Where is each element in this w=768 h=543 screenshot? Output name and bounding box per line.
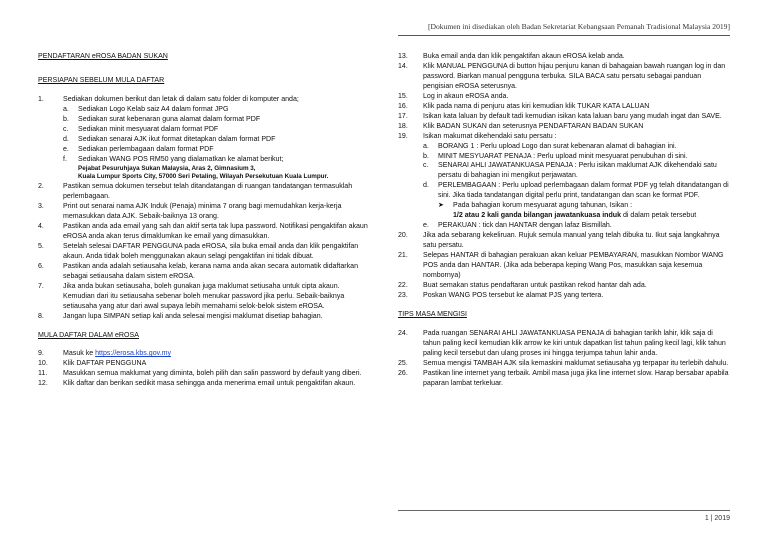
list-item: 13. Buka email anda dan klik pengaktifan akaun eROSA kelab anda. xyxy=(398,53,625,60)
erosa-website-link[interactable]: https://erosa.kbs.gov.my xyxy=(95,350,171,358)
sub-item: a. Sediakan Logo Kelab saiz A4 dalam format JPG xyxy=(63,105,229,113)
list-item: 11. Masukkan semua maklumat yang diminta, boleh pilih dan salin password by default yang diberi. xyxy=(38,370,362,378)
korum-note: 1/2 atau 2 kali ganda bilangan jawatankuasa induk di dalam petak tersebut xyxy=(453,212,697,220)
list-item: 6. Pastikan anda adalah setiausaha kelab, kerana nama anda akan secara automatik didaftarkan sebagai setiausaha dalam sistem eROSA. xyxy=(38,262,358,280)
list-item: 21. Selepas HANTAR di bahagian perakuan akan keluar PEMBAYARAN, masukkan Nombor WANG POS anda dan HANTAR. (Jika ada beberapa keping Wang Pos, masukkan saja kesemua nombornya) xyxy=(398,252,724,279)
postal-address-line: Kuala Lumpur Sports City, 57000 Seri Petaling, Wilayah Persekutuan Kuala Lumpur. xyxy=(78,173,329,181)
sub-item: b. Sediakan surat kebenaran guna alamat dalam format PDF xyxy=(63,115,261,123)
list-item: 14. Klik MANUAL PENGGUNA di button hijau penjuru kanan di bahagaian bawah ruangan log in dan password. Biarkan manual pengguna terbuka. SILA BACA satu persatu sebagai panduan pengisian eROSA seterusnya. xyxy=(398,62,726,90)
item-number: 1. xyxy=(38,95,44,103)
right-column xyxy=(398,52,731,389)
sub-item: c. Sediakan minit mesyuarat dalam format PDF xyxy=(63,125,219,133)
sub-item: c. SENARAI AHLI JAWATANKUASA PENAJA : Perlu isikan maklumat AJK dikehendaki satu persatu di bahagian ini mengikut perjawatan. xyxy=(423,162,717,180)
list-item: 22. Buat semakan status pendaftaran untuk pastikan rekod hantar dah ada. xyxy=(398,281,647,289)
sub-item: e. PERAKUAN : tick dan HANTAR dengan lafaz Bismillah. xyxy=(423,222,612,230)
document-header-note: [Dokumen ini disediakan oleh Badan Sekretariat Kebangsaan Pemanah Tradisional Malaysia 2019] xyxy=(428,22,730,31)
list-item: 25. Semua mengisi TAMBAH AJK sila kemaskini maklumat setiausaha yg terpapar itu terlebih dahulu. xyxy=(398,359,729,367)
postal-address-line: Pejabat Pesuruhjaya Sukan Malaysia, Aras 2, Gimnasium 3, xyxy=(78,164,256,172)
list-item: 10. Klik DAFTAR PENGGUNA xyxy=(38,360,147,368)
page-number: 1 | 2019 xyxy=(704,515,730,522)
list-item: 2. Pastikan semua dokumen tersebut telah ditandatangan di ruangan tandatangan termasuklah perlembagaan. xyxy=(38,183,353,201)
item-text: Sediakan dokumen berikut dan letak di dalam satu folder di komputer anda; xyxy=(63,95,299,103)
section-heading-registration: MULA DAFTAR DALAM eROSA xyxy=(38,331,139,339)
sub-item: d. Sediakan senarai AJK ikut format ditetapkan dalam format PDF xyxy=(63,135,276,143)
list-item: 18. Klik BADAN SUKAN dan seterusnya PENDAFTARAN BADAN SUKAN xyxy=(398,122,644,130)
list-item: 3. Print out senarai nama AJK Induk (Penaja) minima 7 orang bagi memudahkan kerja-kerja memasukkan data AJK. Sebaik-baiknya 13 orang. xyxy=(38,203,342,221)
document-title: PENDAFTARAN eROSA BADAN SUKAN xyxy=(38,53,168,60)
list-item: 15. Log in akaun eROSA anda. xyxy=(398,92,509,100)
footer-divider xyxy=(398,510,730,511)
list-item: 17. Isikan kata laluan by default tadi kemudian isikan kata laluan baru yang mudah ingat dan SAVE. xyxy=(398,112,722,120)
list-item: 5. Setelah selesai DAFTAR PENGGUNA pada eROSA, sila buka email anda dan klik pengaktifan akaun. Anda tidak boleh menggunakan akaun selagi pengaktifan ini tidak dibuat. xyxy=(38,242,359,260)
list-item: 20. Jika ada sebarang kekeliruan. Rujuk semula manual yang telah dibuka tu. Ikut saja langkahnya satu persatu. xyxy=(398,232,720,250)
section-heading-tips: TIPS MASA MENGISI xyxy=(398,310,467,318)
arrow-bullet-icon: ➤ xyxy=(438,202,444,210)
sub-item: f. Sediakan WANG POS RM50 yang dialamatkan ke alamat berikut; xyxy=(63,155,284,163)
list-item: 8. Jangan lupa SIMPAN setiap kali anda selesai mengisi maklumat disetiap bahagian. xyxy=(38,312,323,320)
sub-item: b. MINIT MESYUARAT PENAJA : Perlu upload minit mesyuarat penubuhan di sini. xyxy=(423,152,688,160)
list-item xyxy=(38,95,371,182)
sub-item: e. Sediakan perlembagaan dalam format PDF xyxy=(63,145,214,153)
arrow-bullet-item: ➤ Pada bahagian korum mesyuarat agung tahunan, Isikan : xyxy=(438,202,633,210)
sub-item: a. BORANG 1 : Perlu upload Logo dan surat kebenaran alamat di bahagian ini. xyxy=(423,142,677,150)
list-item: 12. Klik daftar dan berikan sedikit masa sehingga anda menerima email untuk pengaktifan akaun. xyxy=(38,380,356,388)
sub-item: d. PERLEMBAGAAN : Perlu upload perlembagaan dalam format PDF yg telah ditandatangan di sini. Jika tiada tandatangan digital perlu print, tandatangan dan scan ke format PDF. xyxy=(423,182,729,200)
list-item: 9. Masuk ke https://erosa.kbs.gov.my xyxy=(38,350,171,358)
left-column xyxy=(38,52,371,389)
list-item: 26. Pastikan line internet yang terbaik. Ambil masa juga jika line internet slow. Harap bersabar apabila paparan lambat terkeluar. xyxy=(398,369,729,387)
list-item: 24. Pada ruangan SENARAI AHLI JAWATANKUASA PENAJA di bahagian tarikh lahir, klik saja di tahun paling kecil kemudian klik arrow ke kiri untuk dapatkan list tahun paling kecil lagi, klik tahun paling kecil tersebut dan ulang proses ini hingga terjumpa tahun lahir anda. xyxy=(398,329,726,357)
list-item: 19. Isikan makumat dikehendaki satu persatu : a. BORANG 1 : Perlu upload Logo dan surat kebenaran alamat di bahagian ini. b. MINIT MESYUARAT PENAJA : Perlu upload minit mesyuarat penubuhan di sini. c. SENARAI AHLI JAWATANKUASA PENAJA : Perlu isikan maklumat AJK dikehendaki satu persatu di bahagian ini mengikut perjawatan. d. PERLEMBAGAAN : Perlu upload perlembagaan dalam format PDF yg telah ditandatangan di sini. Jika tiada tandatangan digital perlu print, tandatangan dan scan ke format PDF. ➤ Pada bahagian korum mesyuarat agung tahunan, Isikan : 1/2 atau 2 kali ganda bilangan jawatankuasa induk di dalam petak tersebut e. PERAKUAN : tick dan HANTAR dengan lafaz Bismillah. xyxy=(398,132,731,232)
list-item: 4. Pastikan anda ada email yang sah dan aktif serta tak lupa password. Notifikasi pengaktifan akaun eROSA anda akan terus dimaklumkan ke email yang dimasukkan. xyxy=(38,222,368,240)
list-item: 16. Klik pada nama di penjuru atas kiri kemudian klik TUKAR KATA LALUAN xyxy=(398,102,650,110)
list-item: 23. Poskan WANG POS tersebut ke alamat PJS yang tertera. xyxy=(398,291,604,299)
list-item: 7. Jika anda bukan setiausaha, boleh gunakan juga maklumat setiusaha untuk cipta akaun. Kemudian dari itu setiausaha sebenar boleh menukar password jika perlu. Sebaik-baiknya setiausaha yang atur dari awal supaya lebih memahami selok-belok sistem eROSA. xyxy=(38,282,345,310)
section-heading-preparation: PERSIAPAN SEBELUM MULA DAFTAR xyxy=(38,76,165,84)
item-text: Isikan makumat dikehendaki satu persatu : xyxy=(423,132,557,140)
header-divider xyxy=(398,35,730,36)
